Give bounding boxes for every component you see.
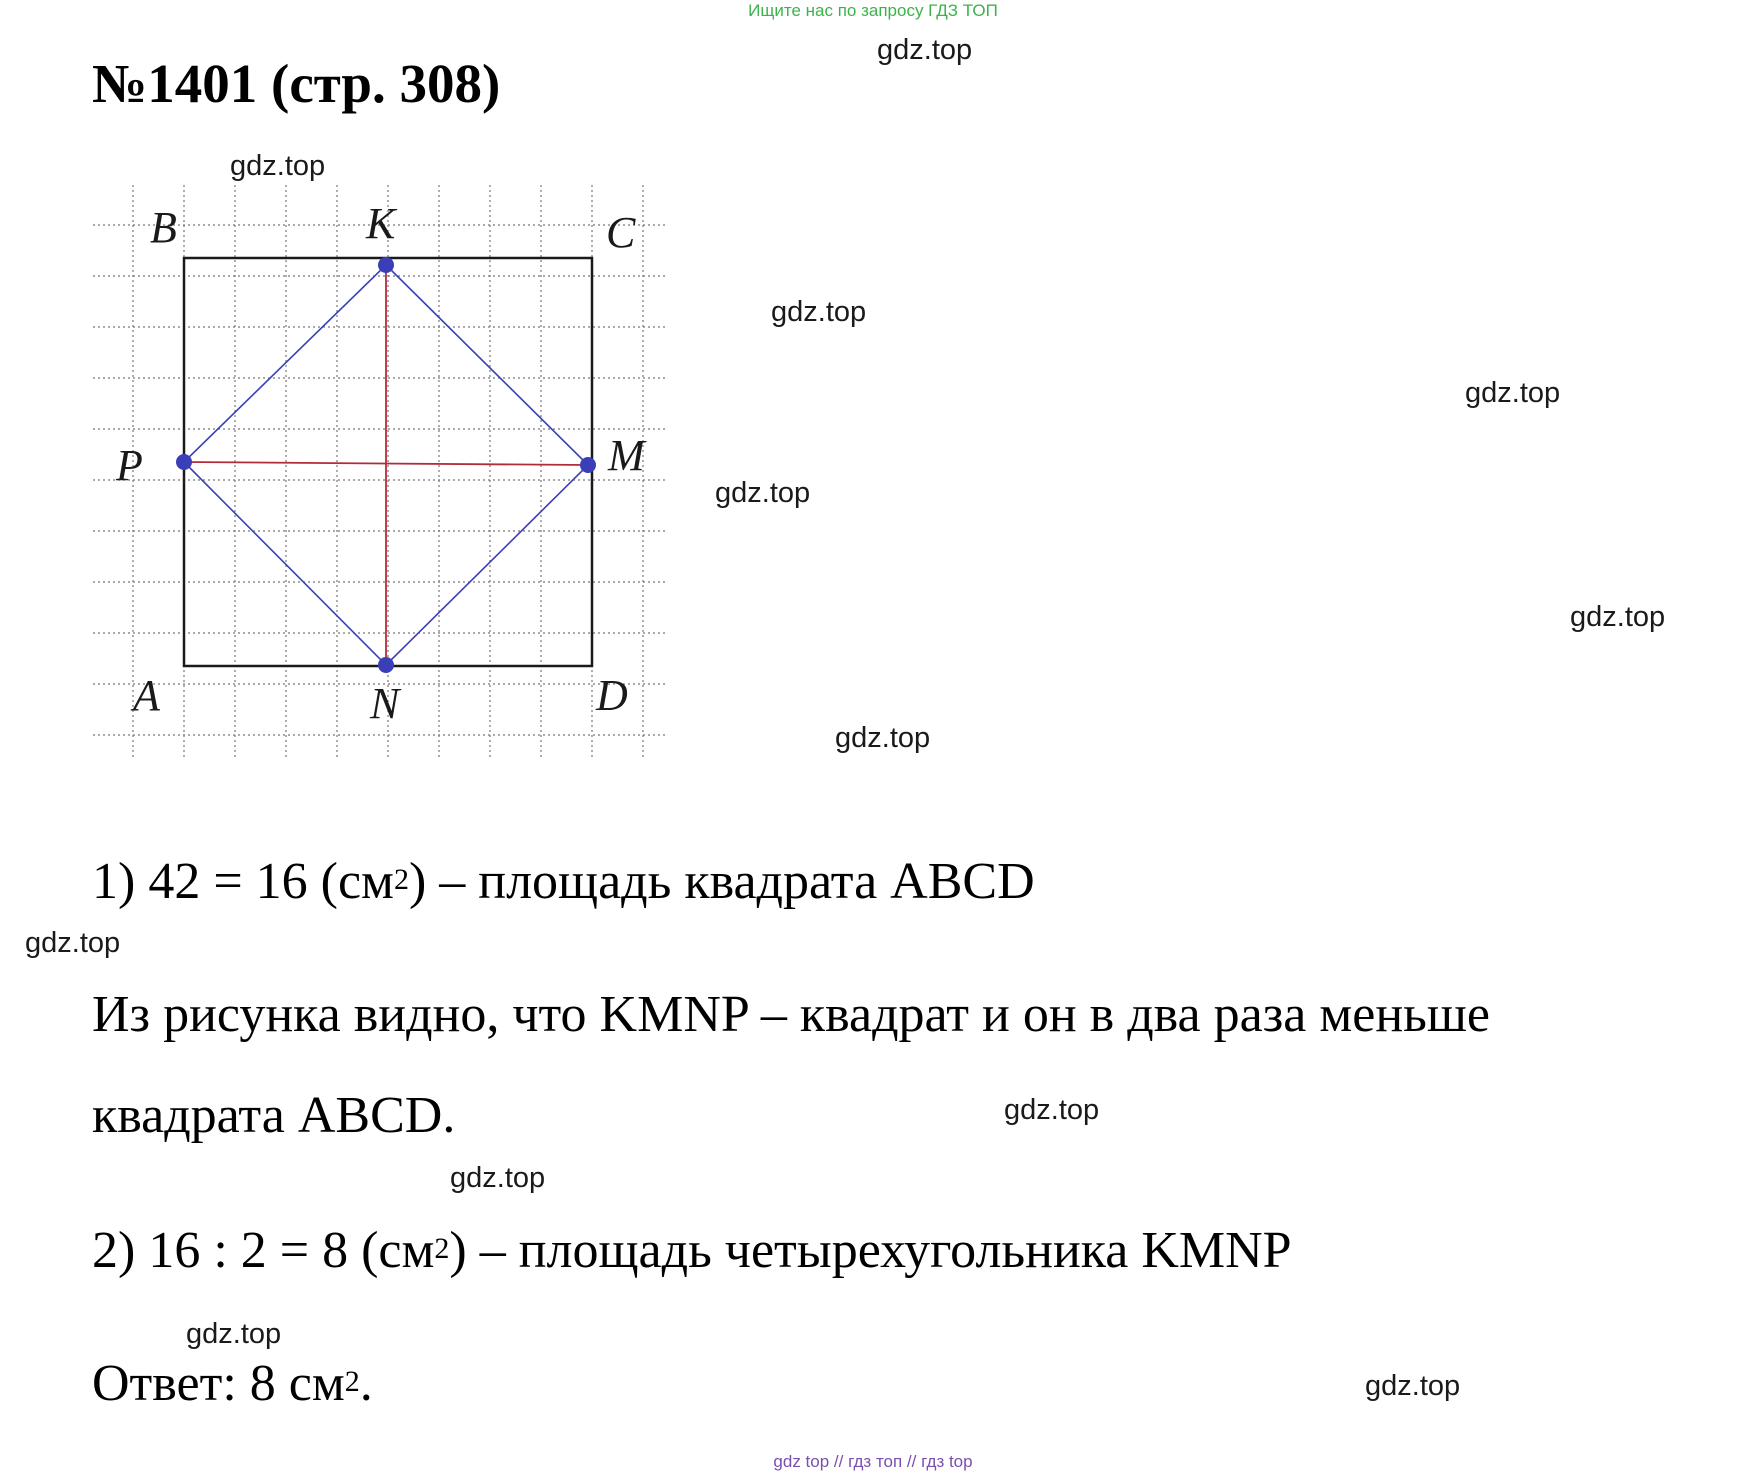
step-2-exponent: 2 (434, 1232, 450, 1265)
label-d: D (596, 671, 628, 720)
watermark: gdz.top (835, 722, 931, 754)
watermark: gdz.top (1004, 1094, 1100, 1126)
answer (92, 1354, 373, 1414)
answer-text: Ответ: 8 см (92, 1355, 345, 1412)
bottom-banner[interactable]: gdz top // гдз топ // гдз top (773, 1452, 973, 1471)
point-n (378, 657, 394, 673)
label-a: A (133, 671, 160, 720)
watermark: gdz.top (1570, 601, 1666, 633)
label-n: N (370, 679, 400, 728)
answer-tail: . (359, 1355, 373, 1412)
step-2-tail: ) – площадь четырехугольника KMNP (449, 1222, 1292, 1279)
step-2 (92, 1221, 1292, 1281)
watermark: gdz.top (715, 477, 811, 509)
label-k: K (366, 199, 396, 248)
explanation-line-2: квадрата ABCD. (92, 1087, 456, 1144)
answer-exponent: 2 (344, 1365, 360, 1398)
watermark: gdz.top (186, 1318, 282, 1350)
watermark: gdz.top (25, 927, 121, 959)
step-1-tail: ) – площадь квадрата ABCD (408, 853, 1035, 910)
top-banner[interactable]: Ищите нас по запросу ГДЗ ТОП (748, 1, 998, 20)
label-c: C (606, 208, 636, 257)
step-1-exponent: 2 (393, 863, 409, 896)
problem-title: №1401 (стр. 308) (92, 53, 501, 114)
label-p: P (116, 441, 143, 490)
watermark: gdz.top (1465, 377, 1561, 409)
step-2-text: 2) 16 : 2 = 8 (см (92, 1222, 435, 1279)
label-m: M (608, 431, 645, 480)
watermark: gdz.top (450, 1162, 546, 1194)
point-p (176, 454, 192, 470)
watermark: gdz.top (1365, 1370, 1461, 1402)
step-1 (92, 852, 1035, 912)
point-k (378, 257, 394, 273)
step-1-text: 1) 42 = 16 (см (92, 853, 394, 910)
geometry-figure (88, 180, 688, 780)
watermark: gdz.top (877, 34, 973, 66)
explanation-line-1: Из рисунка видно, что KMNP – квадрат и он в два раза меньше (92, 986, 1490, 1043)
label-b: B (150, 203, 177, 252)
point-m (580, 457, 596, 473)
watermark: gdz.top (230, 150, 326, 182)
watermark: gdz.top (771, 296, 867, 328)
